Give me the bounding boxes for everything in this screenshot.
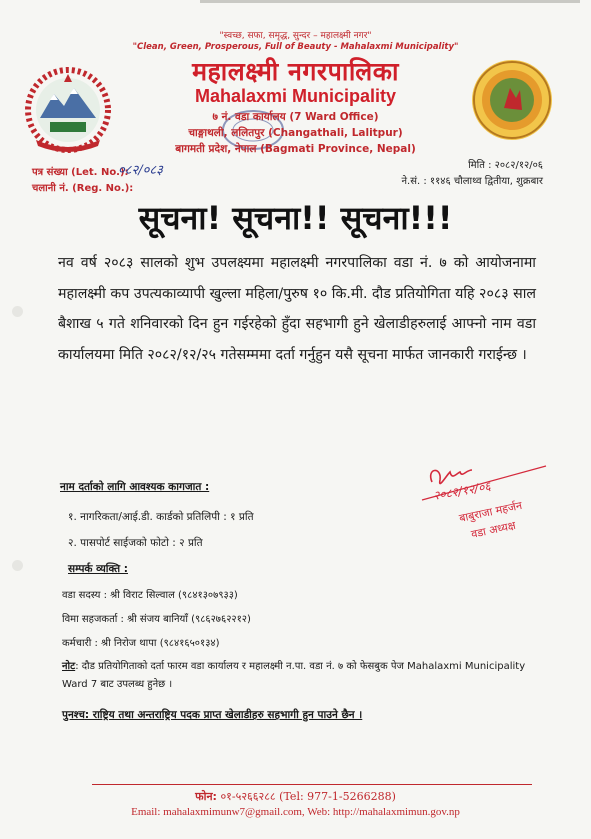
municipality-title-nepali: महालक्ष्मी नगरपालिका (192, 57, 399, 86)
contacts-title: सम्पर्क व्यक्ति : (68, 563, 128, 575)
punch-hole (12, 560, 23, 571)
slogan-english: "Clean, Green, Prosperous, Full of Beauty - Mahalaxmi Municipality" (132, 42, 459, 52)
notice-heading: सूचना! सूचना!! सूचना!!! (138, 199, 453, 237)
municipality-title-english: Mahalaxmi Municipality (194, 86, 397, 106)
note-label: नोट (62, 661, 76, 672)
registration-number-label: चलानी नं. (Reg. No.): (32, 183, 134, 194)
notice-date: मिति : २०८२/१२/०६ (468, 160, 543, 171)
signatory-title: वडा अध्यक्ष (469, 518, 517, 541)
footer-divider (92, 784, 532, 785)
signature-date: २०८२/१२/०६ (432, 479, 492, 503)
phone-label: फोन: (195, 790, 217, 803)
document-item: १. नागरिकता/आई.डी. कार्डको प्रतिलिपी : १ प्रति (68, 511, 254, 523)
ward-office: ७ नं. वडा कार्यालय (7 Ward Office) (212, 111, 379, 123)
contact-item: वडा सदस्य : श्री विराट सिल्वाल (९८४१३०७९३३) (62, 590, 238, 601)
signatory-name: बाबुराजा महर्जन (457, 498, 524, 525)
note (62, 658, 534, 694)
address-line-2: बागमती प्रदेश, नेपाल (Bagmati Province, Nepal) (175, 143, 416, 155)
punch-hole (12, 306, 23, 317)
handwritten-signature (416, 460, 548, 542)
top-edge-shadow (200, 0, 580, 3)
footer-email-web: Email: mahalaxmimunw7@gmail.com, Web: http://mahalaxmimun.gov.np (131, 806, 460, 818)
note-text: : दौड प्रतियोगिताको दर्ता फारम वडा कार्यालय र महालक्ष्मी न.पा. वडा नं. ७ को फेसबुक पेज Mahalaxmi Municipality Ward 7 बाट उपलब्ध हुनेछ । (62, 661, 526, 690)
footer-phone (0, 789, 591, 804)
letter-number-value: ०८२/०८३ (118, 163, 163, 178)
contact-item: विमा सहजकर्ता : श्री संजय बानियाँ (९८६२७६२२१२) (62, 614, 251, 625)
contact-item: कर्मचारी : श्री निरोज थापा (९८४१६५०१३४) (62, 638, 220, 649)
document-item: २. पासपोर्ट साईजको फोटो : २ प्रति (68, 537, 203, 549)
address-line-1: चाङ्गाथली, ललितपुर (Changathali, Lalitpur) (188, 127, 403, 139)
postscript (62, 708, 362, 722)
nepal-sambat-date: ने.सं. : ११४६ चौलाथ्व द्वितीया, शुक्रबार (401, 176, 543, 187)
postscript-text: : राष्ट्रिय तथा अन्तराष्ट्रिय पदक प्राप्त खेलाडीहरु सहभागी हुन पाउने छैन । (84, 709, 363, 721)
slogan-nepali: "स्वच्छ, सफा, समृद्ध, सुन्दर – महालक्ष्मी नगर" (219, 31, 372, 41)
postscript-label: पुनश्च (62, 709, 85, 721)
documents-title: नाम दर्ताको लागि आवश्यक कागजात : (60, 481, 210, 493)
letter-number-label: पत्र संख्या (Let. No.): (32, 167, 129, 178)
phone-nepali: ०१-५२६६२८८ (220, 790, 276, 803)
notice-body: नव वर्ष २०८३ सालको शुभ उपलक्ष्यमा महालक्ष्मी नगरपालिका वडा नं. ७ को आयोजनामा महालक्ष्मी कप उपत्यकाव्यापी खुल्ला महिला/पुरुष १० कि.मी. दौड प्रतियोगिता यहि २०८३ साल बैशाख ५ गते शनिवारको दिन हुन गईरहेको हुँदा सहभागी हुने खेलाडीहरुलाई आफ्नो नाम वडा कार्यालयमा मिति २०८२/१२/२५ गतेसम्ममा दर्ता गर्नुहुन यसै सूचना मार्फत जानकारी गराईन्छ । (58, 255, 536, 363)
phone-english: (Tel: 977-1-5266288) (279, 790, 396, 803)
